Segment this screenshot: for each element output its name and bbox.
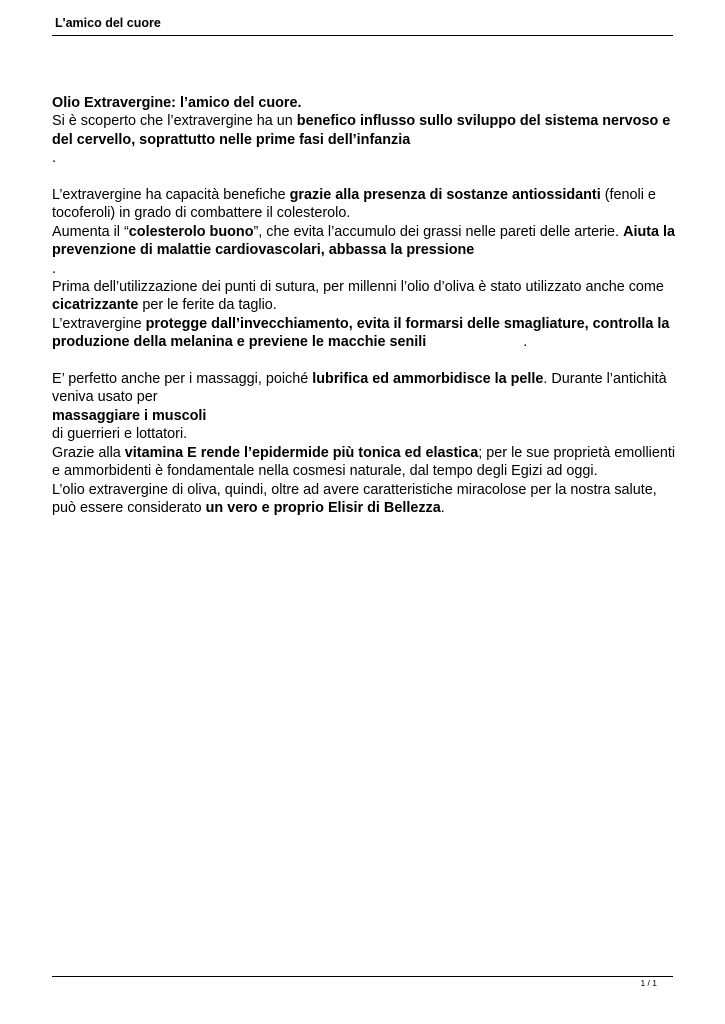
blank-line xyxy=(52,352,677,370)
massage-highlight: lubrifica ed ammorbidisce la pelle xyxy=(312,371,544,388)
paragraph-cholesterol xyxy=(52,223,677,278)
cholesterol-text-2: ”, che evita l’accumulo dei grassi nelle pareti delle arterie. xyxy=(253,223,624,240)
header-divider xyxy=(52,35,673,36)
paragraph-vitamin-e xyxy=(52,444,677,481)
page-header-title: L'amico del cuore xyxy=(55,16,161,30)
muscles-highlight: massaggiare i muscoli xyxy=(52,407,207,424)
intro-highlight: benefico influsso sullo sviluppo del sistema nervoso e del cervello, soprattutto nelle prime fasi dell’infanzia xyxy=(52,113,671,148)
antioxidants-text-2: (fenoli e tocoferoli) in grado di combattere il colesterolo. xyxy=(52,187,656,222)
page-number: 1 / 1 xyxy=(640,978,657,988)
intro-text: Si è scoperto che l’extravergine ha un xyxy=(52,113,297,130)
blank-line xyxy=(52,168,677,186)
paragraph-antioxidants xyxy=(52,186,677,223)
cardiovascular-highlight: Aiuta la prevenzione di malattie cardiovascolari, abbassa la pressione xyxy=(52,223,676,259)
article-title: Olio Extravergine: l’amico del cuore. xyxy=(52,95,302,111)
paragraph-intro xyxy=(52,94,677,168)
intro-dot: . xyxy=(52,150,56,167)
healing-text-2: per le ferite da taglio. xyxy=(138,297,277,314)
conclusion-highlight: un vero e proprio Elisir di Bellezza xyxy=(205,499,441,516)
antioxidants-text-1: L’extravergine ha capacità benefiche xyxy=(52,187,290,204)
vitamin-highlight: vitamina E rende l’epidermide più tonica ed elastica xyxy=(124,444,479,461)
aging-highlight: protegge dall’invecchiamento, evita il formarsi delle smagliature, controlla la produzione della melanina e previene le macchie senili xyxy=(52,315,670,351)
massage-text-1: E’ perfetto anche per i massaggi, poiché xyxy=(52,371,313,388)
massage-text-2: . Durante l’antichità veniva usato per xyxy=(52,371,667,406)
cholesterol-highlight: colesterolo buono xyxy=(128,223,254,240)
paragraph-massage xyxy=(52,370,677,444)
cholesterol-text-1: Aumenta il “ xyxy=(52,223,129,240)
footer-divider xyxy=(52,976,673,977)
healing-highlight: cicatrizzante xyxy=(52,297,139,314)
conclusion-text-2: . xyxy=(440,499,445,516)
vitamin-text-1: Grazie alla xyxy=(52,444,125,461)
paragraph-healing xyxy=(52,278,677,315)
vitamin-text-2: ; per le sue proprietà emollienti e ammorbidenti è fondamentale nella cosmesi naturale, dal tempo degli Egizi ad oggi. xyxy=(52,444,676,480)
article-body xyxy=(52,94,677,517)
aging-text: L’extravergine xyxy=(52,315,146,332)
conclusion-text-1: L’olio extravergine di oliva, quindi, oltre ad avere caratteristiche miracolose per la nostra salute, può essere considerato xyxy=(52,481,657,516)
paragraph-aging xyxy=(52,315,677,352)
cholesterol-dot: . xyxy=(52,260,56,277)
paragraph-conclusion xyxy=(52,481,677,518)
aging-dot: . xyxy=(523,334,528,351)
antioxidants-highlight: grazie alla presenza di sostanze antiossidanti xyxy=(289,187,601,204)
healing-text-1: Prima dell’utilizzazione dei punti di sutura, per millenni l’olio d’oliva è stato utilizzato anche come xyxy=(52,279,664,296)
massage-text-3: di guerrieri e lottatori. xyxy=(52,426,188,443)
